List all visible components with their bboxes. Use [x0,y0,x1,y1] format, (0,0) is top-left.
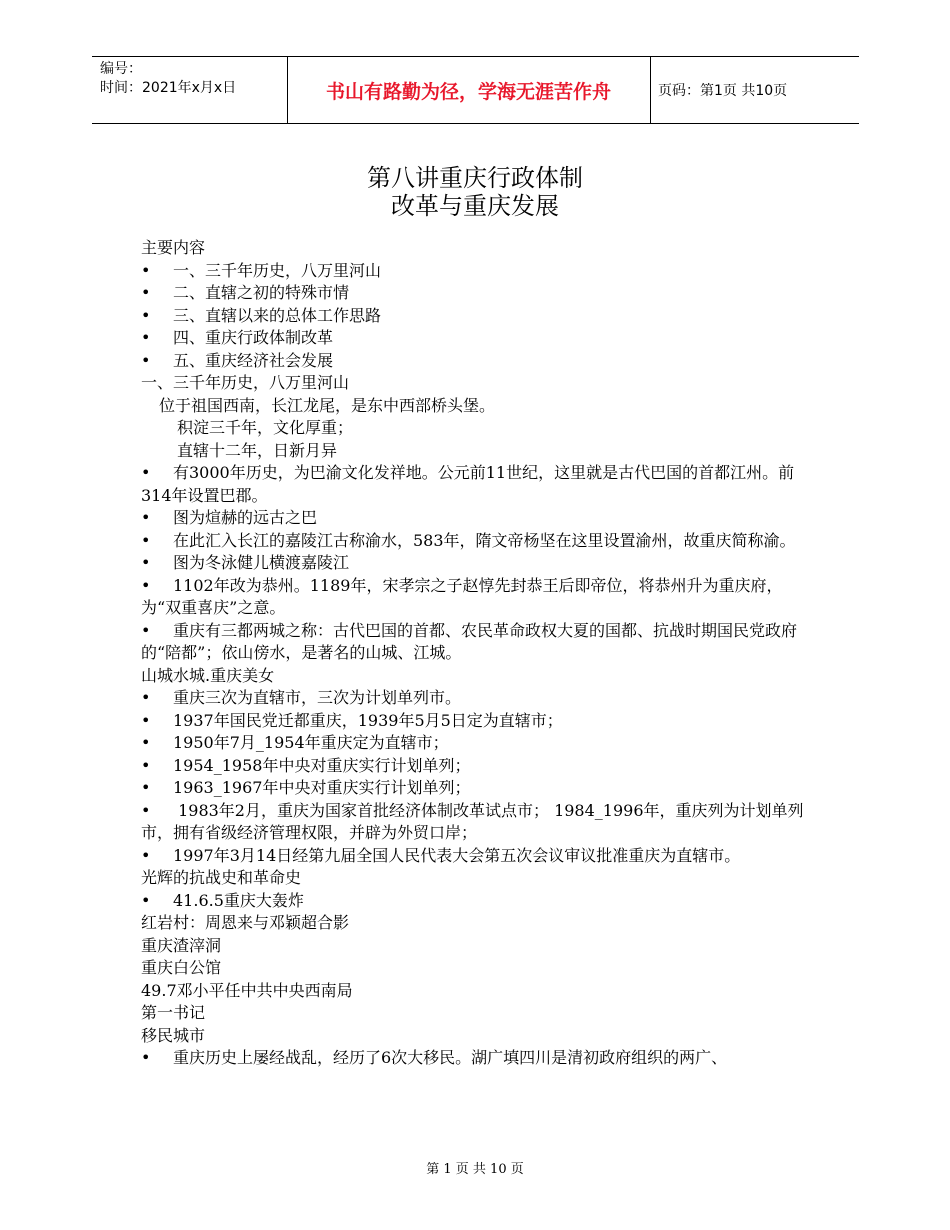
paragraph: 红岩村：周恩来与邓颖超合影 [141,913,350,932]
paragraph: 重庆渣滓洞 [141,935,222,955]
header-page-info: 页码：第1页 共10页 [658,83,788,99]
section-heading: 光辉的抗战史和革命史 [141,868,302,887]
list-item: • 重庆三次为直辖市，三次为计划单列市。 [141,688,462,707]
header-meta [100,60,236,98]
list-item: • 1102年改为恭州。1189年，宋孝宗之子赵惇先封恭王后即帝位，将恭州升为重庆府，为“双重喜庆”之意。 [141,575,783,617]
section-heading: 移民城市 [141,1025,206,1045]
title-line: 第八讲重庆行政体制 [367,164,583,192]
list-item: • 图为冬泳健儿横渡嘉陵江 [141,553,350,572]
list-item: • 1937年国民党迁都重庆，1939年5月5日定为直辖市； [141,710,563,730]
list-item: • 三、直辖以来的总体工作思路 [141,305,382,325]
paragraph: 直辖十二年，日新月异 [177,440,338,460]
list-item: • 重庆有三都两城之称：古代巴国的首都、农民革命政权大夏的国都、抗战时期国民党政府的“陪都”；依山傍水，是著名的山城、江城。 [141,620,798,662]
list-item: • 1954_1958年中央对重庆实行计划单列； [141,755,471,775]
list-item: • 1963_1967年中央对重庆实行计划单列； [141,778,471,797]
list-item: • 重庆历史上屡经战乱，经历了6次大移民。湖广填四川是清初政府组织的两广、 [141,1048,728,1067]
title-line: 改革与重庆发展 [391,192,559,220]
page-title [0,164,950,220]
list-item: • 四、重庆行政体制改革 [141,328,334,347]
list-item: • 五、重庆经济社会发展 [141,350,334,370]
list-item: • 二、直辖之初的特殊市情 [141,283,350,302]
section-heading: 主要内容 [141,238,206,257]
list-item: • 1950年7月_1954年重庆定为直辖市； [141,733,449,752]
paragraph: 重庆白公馆 [141,958,222,977]
document-header [92,56,859,124]
section-heading: 山城水城.重庆美女 [141,665,275,685]
page-footer: 第 1 页 共 10 页 [426,1162,524,1177]
header-motto: 书山有路勤为径，学海无涯苦作舟 [325,80,611,103]
section-heading: 一、三千年历史，八万里河山 [141,373,350,392]
list-item: • 1983年2月，重庆为国家首批经济体制改革试点市； 1984_1996年，重庆列为计划单列市，拥有省级经济管理权限，并辟为外贸口岸； [141,800,804,842]
header-divider [650,57,651,123]
list-item: • 41.6.5重庆大轰炸 [141,890,304,910]
paragraph: 位于祖国西南，长江龙尾，是东中西部桥头堡。 [159,395,496,415]
paragraph: 第一书记 [141,1003,206,1022]
list-item: • 一、三千年历史，八万里河山 [141,260,382,280]
paragraph: 积淀三千年，文化厚重； [177,418,354,437]
document-body [141,237,816,1070]
list-item: • 有3000年历史，为巴渝文化发祥地。公元前11世纪，这里就是古代巴国的首都江州。前314年设置巴郡。 [141,463,795,505]
list-item: • 1997年3月14日经第九届全国人民代表大会第五次会议审议批准重庆为直辖市。 [141,845,741,865]
code-label: 编号： [100,61,142,77]
list-item: • 图为煊赫的远古之巴 [141,508,318,527]
paragraph: 49.7邓小平任中共中央西南局 [141,980,353,1000]
list-item: • 在此汇入长江的嘉陵江古称渝水，583年，隋文帝杨坚在这里设置渝州，故重庆简称渝。 [141,530,796,550]
time-label: 时间：2021年x月x日 [100,80,237,96]
